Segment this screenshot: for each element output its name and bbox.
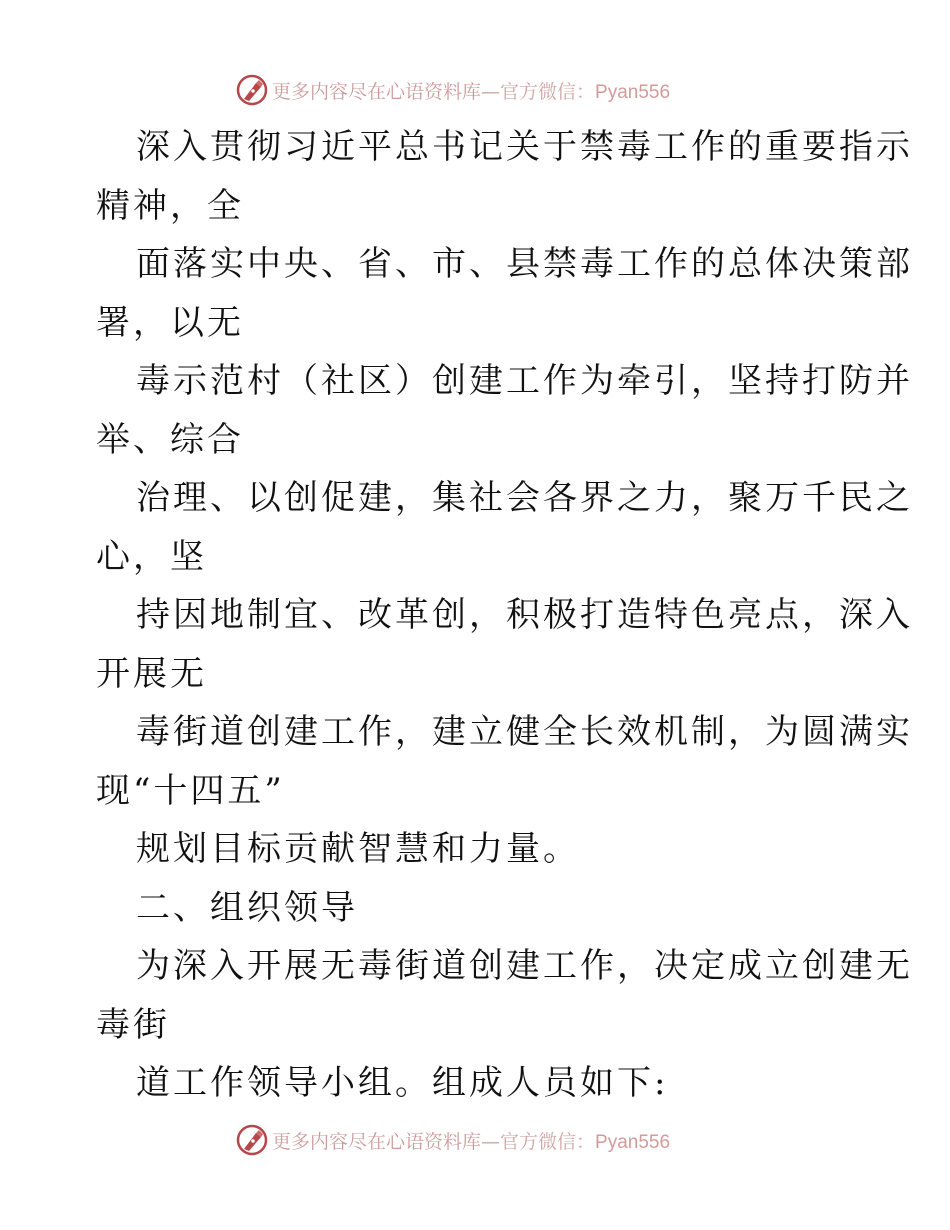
doc-line: 为深入开展无毒街道创建工作，决定成立创建无: [136, 946, 913, 986]
doc-line: 持因地制宜、改革创，积极打造特色亮点，深入: [136, 595, 913, 635]
header-banner-main: 更多内容尽在心语资料库: [272, 80, 482, 103]
doc-line: 道工作领导小组。组成人员如下:: [136, 1063, 669, 1103]
doc-line: 精神，全: [96, 185, 244, 226]
header-banner-wechat: 官方微信：: [500, 80, 596, 103]
doc-line: 现“十四五”: [96, 770, 285, 811]
doc-line: 毒街道创建工作，建立健全长效机制，为圆满实: [136, 712, 913, 752]
doc-line: 毒街: [96, 1004, 170, 1045]
doc-line: 开展无: [96, 653, 207, 694]
doc-line: 面落实中央、省、市、县禁毒工作的总体决策部: [136, 244, 913, 284]
header-banner-text: [272, 77, 670, 104]
document-body: [96, 118, 913, 1113]
pen-logo-icon: [236, 1124, 268, 1156]
footer-banner-main: 更多内容尽在心语资料库: [272, 1130, 482, 1153]
header-banner-dash: —: [481, 80, 501, 103]
doc-line: 深入贯彻习近平总书记关于禁毒工作的重要指示: [136, 127, 913, 167]
footer-banner-dash: —: [481, 1130, 501, 1153]
doc-line: 署，以无: [96, 302, 244, 343]
footer-banner: [236, 1122, 670, 1158]
header-banner-id: Pyan556: [595, 81, 671, 103]
doc-line: 治理、以创促建，集社会各界之力，聚万千民之: [136, 478, 913, 518]
doc-line: 毒示范村（社区）创建工作为牵引，坚持打防并: [136, 361, 913, 401]
pen-logo-icon: [236, 74, 268, 106]
header-banner: [236, 72, 670, 108]
doc-line: 规划目标贡献智慧和力量。: [136, 829, 580, 869]
section-heading: 二、组织领导: [136, 887, 358, 928]
footer-banner-text: [272, 1127, 670, 1154]
footer-banner-wechat: 官方微信：: [500, 1130, 596, 1153]
doc-line: 举、综合: [96, 419, 244, 460]
doc-line: 心，坚: [96, 536, 207, 577]
footer-banner-id: Pyan556: [595, 1131, 671, 1153]
